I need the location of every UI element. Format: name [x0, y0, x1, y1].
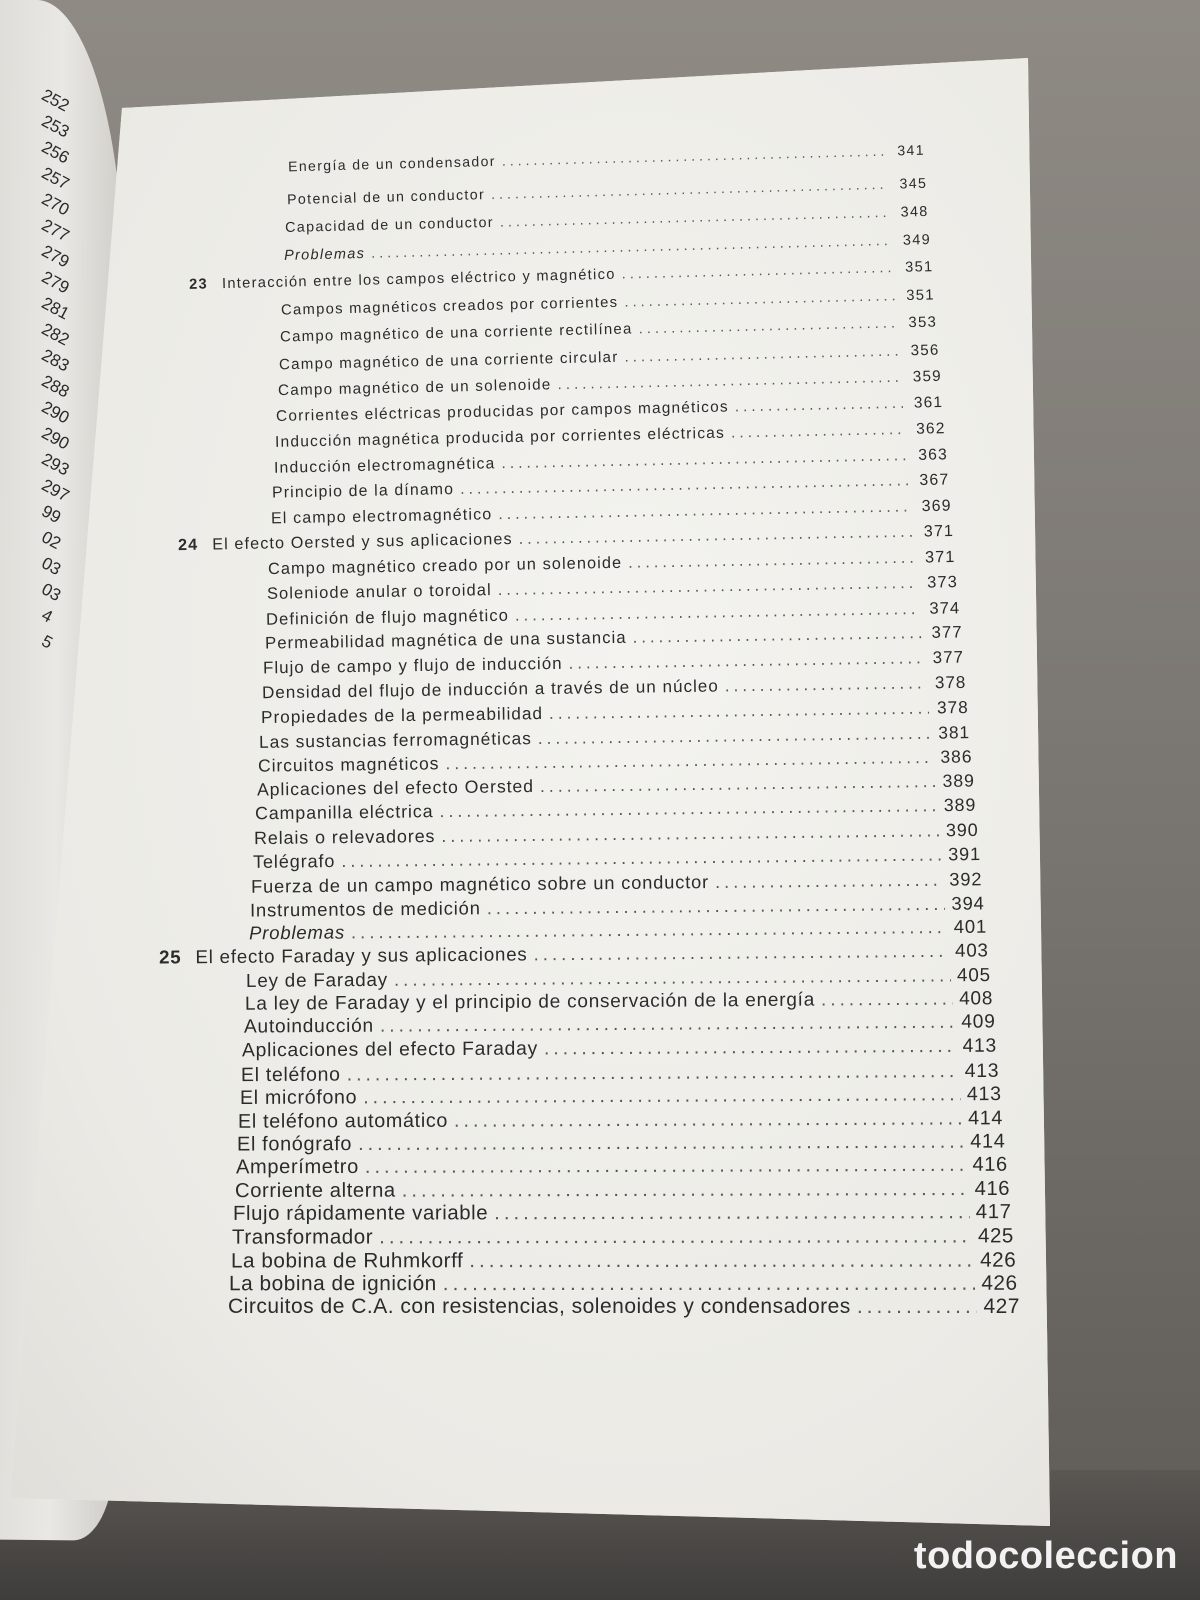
- left-page-number: 4: [38, 605, 56, 627]
- left-page-number: 282: [38, 319, 73, 350]
- toc-entry-row: [228, 1295, 1020, 1319]
- toc-title: Campo magnético de una corriente circular: [278, 348, 619, 374]
- dot-leader: [363, 1083, 961, 1109]
- toc-title: Transformador: [231, 1225, 374, 1250]
- left-page-number: 252: [38, 85, 73, 116]
- toc-title: Campo magnético de una corriente rectilínea: [280, 321, 633, 346]
- toc-entry-row: [240, 1083, 1002, 1110]
- toc-page-number: 361: [913, 394, 944, 412]
- left-page-number: 277: [38, 215, 73, 246]
- toc-title: Potencial de un conductor: [286, 185, 485, 207]
- toc-title: Circuitos de C.A. con resistencias, solenoides y condensadores: [228, 1295, 851, 1318]
- toc-title: Densidad del flujo de inducción a través de un núcleo: [261, 676, 719, 702]
- dot-leader: [731, 421, 906, 443]
- toc-entry-row: [275, 420, 946, 452]
- toc-title: Ley de Faraday: [246, 968, 389, 991]
- toc-title: El fonógrafo: [237, 1133, 353, 1156]
- watermark-logo: todocoleccion: [913, 1535, 1178, 1577]
- toc-title: Fuerza de un campo magnético sobre un conductor: [251, 870, 710, 897]
- toc-title: El campo electromagnético: [270, 505, 493, 527]
- toc-page-number: 427: [983, 1295, 1020, 1318]
- toc-page-number: 373: [927, 572, 959, 592]
- toc-entry-row: [229, 1272, 1018, 1296]
- toc-page-number: 351: [904, 259, 934, 276]
- dot-leader: [624, 342, 899, 365]
- toc-page-number: 377: [932, 647, 965, 668]
- dot-leader: [518, 522, 914, 548]
- toc-title: Campo magnético de un solenoide: [277, 376, 552, 400]
- dot-leader: [538, 722, 931, 748]
- toc-title: La bobina de Ruhmkorff: [230, 1248, 463, 1273]
- toc-page-number: 414: [970, 1130, 1006, 1153]
- left-page-number: 03: [38, 579, 65, 606]
- left-page-number: 290: [38, 423, 73, 454]
- left-page-number: 5: [38, 631, 56, 653]
- toc-title: Principio de la dínamo: [272, 481, 455, 502]
- left-page-number: 283: [38, 345, 73, 376]
- toc-title: La bobina de ignición: [229, 1271, 438, 1296]
- toc-title: Permeabilidad magnética de una sustancia: [264, 628, 627, 654]
- toc-page-number: 345: [899, 174, 928, 192]
- dot-leader: [469, 1248, 974, 1273]
- toc-page-number: 405: [957, 964, 992, 986]
- toc-title: El teléfono automático: [238, 1109, 449, 1133]
- dot-leader: [394, 964, 951, 990]
- toc-page-number: 381: [938, 721, 971, 743]
- toc-page-number: 425: [977, 1224, 1014, 1248]
- dot-leader: [639, 316, 898, 338]
- toc-page-number: 390: [945, 819, 979, 840]
- chapter-number: 25: [159, 946, 182, 968]
- left-page-number: 288: [38, 371, 73, 402]
- toc-title: Propiedades de la permeabilidad: [260, 703, 543, 728]
- toc-page-number: 413: [962, 1035, 998, 1057]
- toc-entry-row: [244, 1012, 996, 1039]
- toc-title: Autoinducción: [243, 1016, 374, 1038]
- left-page-number: 293: [38, 449, 73, 480]
- toc-entry-row: [285, 204, 929, 236]
- toc-title: Campos magnéticos creados por corrientes: [281, 295, 620, 319]
- toc-page-number: 378: [936, 697, 969, 718]
- left-page-number: 297: [38, 475, 73, 506]
- toc-title: Aplicaciones del efecto Oersted: [256, 776, 534, 800]
- toc-entry-row: [231, 1248, 1016, 1273]
- toc-page-number: 389: [944, 795, 977, 816]
- toc-page-number: 369: [921, 497, 952, 515]
- toc-title: Definición de flujo magnético: [265, 605, 509, 629]
- toc-title: Amperímetro: [235, 1156, 359, 1179]
- left-page-number: 99: [38, 501, 65, 528]
- left-page-number: 270: [38, 189, 73, 220]
- dot-leader: [621, 260, 893, 282]
- dot-leader: [494, 1201, 970, 1225]
- toc-title: Problemas: [248, 921, 345, 944]
- toc-title: Energía de un condensador: [287, 152, 497, 175]
- toc-title: Campanilla eléctrica: [255, 801, 434, 824]
- dot-leader: [569, 648, 925, 673]
- dot-leader: [365, 1154, 967, 1179]
- dot-leader: [548, 698, 928, 724]
- toc-title: Corriente alterna: [234, 1179, 396, 1202]
- toc-entry-row: [246, 964, 991, 992]
- toc-page-number: 392: [949, 867, 983, 890]
- dot-leader: [498, 498, 912, 524]
- dot-leader: [557, 369, 902, 393]
- toc-page-number: 378: [934, 672, 967, 692]
- dot-leader: [539, 771, 934, 797]
- toc-entry-row: [232, 1225, 1014, 1250]
- toc-page-number: 353: [908, 314, 938, 332]
- toc-page-number: 417: [975, 1201, 1012, 1224]
- toc-title: Interacción entre los campos eléctrico y magnético: [221, 266, 616, 293]
- toc-title: Aplicaciones del efecto Faraday: [242, 1038, 539, 1062]
- dot-leader: [441, 820, 938, 847]
- toc-entry-row: [242, 1036, 997, 1063]
- dot-leader: [445, 747, 932, 774]
- dot-leader: [501, 447, 908, 473]
- dot-leader: [401, 1178, 968, 1203]
- toc-page-number: 426: [981, 1271, 1018, 1295]
- toc-entry-row: [233, 1201, 1012, 1226]
- toc-title: El micrófono: [239, 1086, 357, 1110]
- toc-title: Corrientes eléctricas producidas por campos magnéticos: [276, 398, 730, 426]
- chapter-number: 23: [188, 276, 208, 294]
- dot-leader: [500, 205, 889, 231]
- toc-entry-row: [280, 315, 937, 346]
- toc-entry-row: [272, 472, 950, 503]
- left-page-number: 02: [38, 527, 65, 554]
- dot-leader: [857, 1295, 978, 1319]
- toc-title: Inducción electromagnética: [273, 454, 496, 477]
- toc-page-number: 348: [900, 203, 930, 221]
- toc-entry-row: [236, 1154, 1008, 1180]
- toc-page-number: 413: [966, 1083, 1002, 1106]
- dot-leader: [725, 673, 927, 696]
- toc-page-number: 356: [910, 341, 940, 360]
- toc-title: Campo magnético creado por un solenoide: [268, 553, 623, 578]
- toc-title: Circuitos magnéticos: [257, 753, 440, 776]
- toc-chapter-row: [189, 259, 934, 293]
- left-page-number: 279: [38, 241, 73, 272]
- chapter-number: 24: [177, 535, 199, 554]
- dot-leader: [454, 1107, 962, 1132]
- toc-page-number: 409: [960, 1011, 996, 1034]
- dot-leader: [460, 472, 910, 499]
- left-page-number: 290: [38, 397, 73, 428]
- toc-page-number: 414: [968, 1106, 1004, 1130]
- left-page-number: 281: [38, 293, 73, 324]
- dot-leader: [715, 868, 943, 892]
- left-page-number: 257: [38, 163, 73, 194]
- dot-leader: [632, 624, 922, 649]
- dot-leader: [487, 892, 945, 918]
- dot-leader: [379, 1225, 972, 1250]
- toc-page-number: 362: [915, 420, 946, 438]
- toc-page-number: 367: [919, 471, 950, 490]
- toc-page-number: 416: [974, 1177, 1010, 1200]
- toc-title: Inducción magnética producida por corrientes eléctricas: [274, 424, 726, 451]
- dot-leader: [440, 796, 937, 823]
- toc-page-number: 386: [940, 746, 973, 767]
- toc-page-number: 371: [925, 547, 957, 567]
- toc-title: Flujo rápidamente variable: [233, 1202, 489, 1225]
- toc-page-number: 413: [964, 1059, 1000, 1082]
- dot-leader: [628, 548, 916, 572]
- dot-leader: [534, 940, 949, 966]
- dot-leader: [498, 574, 918, 600]
- left-page-number: 03: [38, 553, 65, 580]
- toc-title: El teléfono: [240, 1063, 341, 1086]
- toc-page-number: 341: [897, 141, 926, 159]
- toc-page-number: 394: [951, 891, 985, 914]
- toc-page-number: 374: [929, 597, 961, 618]
- toc-entry-row: [277, 368, 941, 399]
- toc-page-number: 389: [942, 770, 975, 792]
- toc-page-number: 371: [923, 521, 954, 541]
- toc-entry-row: [281, 288, 935, 319]
- toc-page-number: 349: [902, 232, 932, 250]
- toc-page-number: 359: [912, 367, 942, 386]
- toc-page-number: 377: [930, 622, 963, 643]
- left-page-number: 279: [38, 267, 73, 298]
- left-page-number: 256: [38, 137, 73, 168]
- dot-leader: [443, 1272, 976, 1296]
- dot-leader: [379, 1012, 955, 1038]
- dot-leader: [735, 395, 904, 417]
- toc-page-number: 426: [979, 1248, 1016, 1272]
- toc-title: Soleniode anular o toroidal: [267, 580, 493, 603]
- toc-entry-row: [238, 1107, 1003, 1133]
- toc-title: Instrumentos de medición: [250, 896, 482, 921]
- dot-leader: [821, 988, 953, 1011]
- left-page-number: 253: [38, 111, 73, 142]
- toc-title: El efecto Oersted y sus aplicaciones: [211, 529, 513, 554]
- toc-entry-row: [288, 142, 925, 175]
- dot-leader: [347, 1060, 959, 1086]
- dot-leader: [502, 143, 885, 169]
- toc-title: Problemas: [283, 246, 366, 265]
- toc-page-number: 391: [947, 843, 981, 865]
- toc-page-number: 416: [972, 1154, 1008, 1177]
- toc-title: La ley de Faraday y el principio de conservación de la energía: [244, 989, 816, 1015]
- toc-entry-row: [237, 1131, 1005, 1157]
- toc-title: Las sustancias ferromagnéticas: [259, 727, 533, 752]
- toc-title: El efecto Faraday y sus aplicaciones: [195, 943, 528, 968]
- dot-leader: [491, 175, 888, 201]
- dot-leader: [544, 1036, 957, 1061]
- dot-leader: [371, 233, 891, 262]
- dot-leader: [625, 289, 896, 311]
- toc-entry-row: [234, 1178, 1009, 1203]
- toc-title: Relais o relevadores: [253, 825, 436, 848]
- dot-leader: [358, 1131, 964, 1156]
- toc-page-number: 351: [906, 287, 936, 305]
- toc-title: Flujo de campo y flujo de inducción: [263, 653, 563, 678]
- toc-entry-row: [284, 232, 931, 264]
- toc-title: Capacidad de un conductor: [285, 214, 495, 237]
- dot-leader: [515, 599, 921, 626]
- toc-entry-row: [279, 341, 940, 373]
- toc-entry-row: [253, 844, 981, 873]
- dot-leader: [341, 844, 941, 871]
- toc-entry-row: [287, 174, 928, 206]
- toc-page-number: 403: [955, 939, 990, 961]
- toc-page-number: 408: [959, 987, 994, 1010]
- toc-title: Telégrafo: [252, 850, 336, 872]
- toc-page-number: 363: [917, 445, 948, 464]
- toc-page-number: 401: [953, 916, 988, 938]
